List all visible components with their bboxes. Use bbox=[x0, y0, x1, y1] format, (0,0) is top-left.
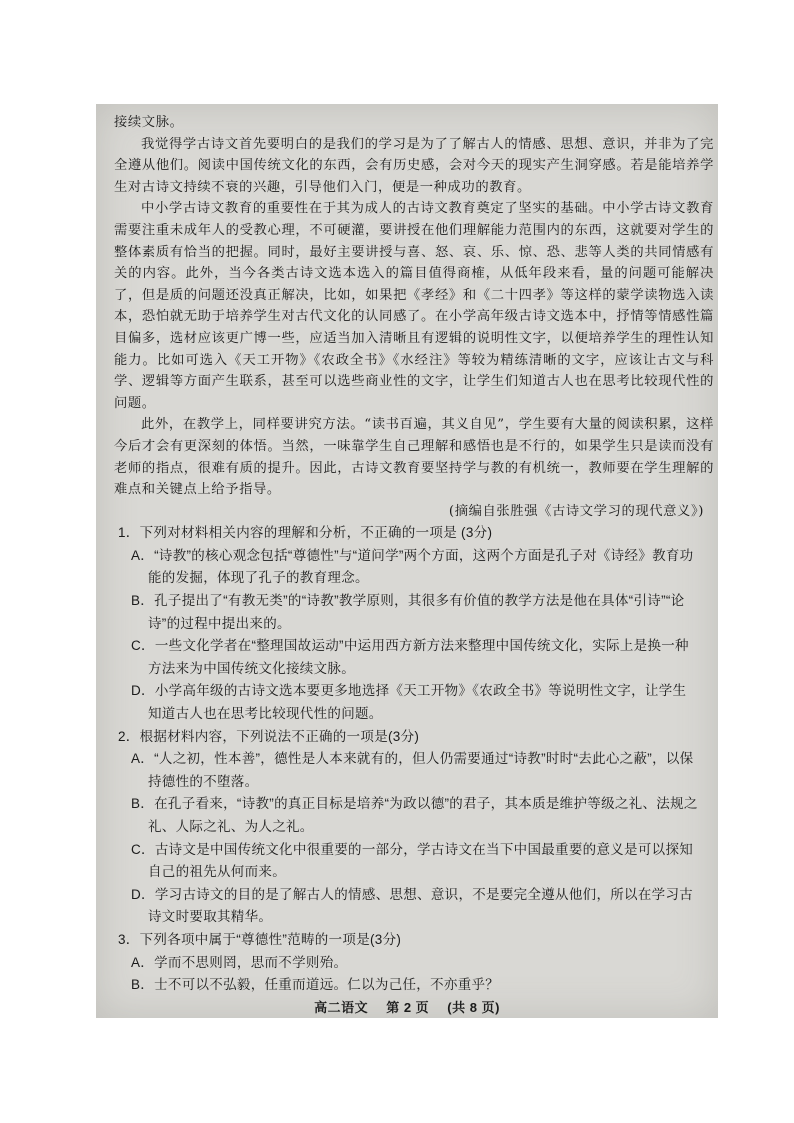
question-1-option-a: A．“诗教”的核心观念包括“尊德性”与“道问学”两个方面，这两个方面是孔子对《诗经》教育功能的发掘，体现了孔子的教育理念。 bbox=[131, 547, 694, 586]
question-2-stem: 2．根据材料内容，下列说法不正确的一项是(3分) bbox=[118, 728, 420, 744]
question-2 bbox=[114, 726, 714, 929]
question-2-option-a: A．“人之初，性本善”，德性是人本来就有的，但人仍需要通过“诗教”时时“去此心之蔽”，以保持德性的不堕落。 bbox=[131, 751, 694, 789]
question-1-option-c: C．一些文化学者在“整理国故运动”中运用西方新方法来整理中国传统文化，实际上是换一种方法来为中国传统文化接续文脉。 bbox=[131, 638, 689, 676]
passage-paragraph-3: 此外，在教学上，同样要讲究方法。“读书百遍，其义自见”，学生要有大量的阅读积累，这样今后才会有更深刻的体悟。当然，一味靠学生自己理解和感悟也是不行的，如果学生只是读而没有老师的指点，很难有质的提升。因此，古诗文教育要坚持学与教的有机统一，教师要在学生理解的难点和关键点上给予指导。 bbox=[114, 417, 714, 498]
question-2-option-b: B．在孔子看来，“诗教”的真正目标是培养“为政以德”的君子，其本质是维护等级之礼、法规之礼、人际之礼、为人之礼。 bbox=[131, 796, 698, 834]
question-1-option-d: D．小学高年级的古诗文选本要更多地选择《天工开物》《农政全书》等说明性文字，让学生知道古人也在思考比较现代性的问题。 bbox=[131, 683, 687, 722]
question-3 bbox=[114, 929, 714, 997]
question-3-stem: 3．下列各项中属于“尊德性”范畴的一项是(3分) bbox=[118, 931, 402, 947]
passage-fragment: 接续文脉。 bbox=[114, 115, 184, 130]
question-2-option-d: D．学习古诗文的目的是了解古人的情感、思想、意识，不是要完全遵从他们，所以在学习古诗文时要取其精华。 bbox=[131, 886, 694, 925]
footer-total-pages: (共 8 页) bbox=[447, 1000, 500, 1015]
question-1-stem: 1．下列对材料相关内容的理解和分析，不正确的一项是 (3分) bbox=[118, 525, 493, 541]
footer-subject: 高二语文 bbox=[314, 1000, 369, 1015]
exam-page bbox=[96, 104, 718, 1018]
question-1-option-b: B．孔子提出了“有教无类”的“诗教”教学原则，其很多有价值的教学方法是他在具体“引诗”“论诗”的过程中提出来的。 bbox=[131, 593, 685, 631]
passage-paragraph-2: 中小学古诗文教育的重要性在于其为成人的古诗文教育奠定了坚实的基础。中小学古诗文教育需要注重未成年人的受教心理，不可硬灌，要讲授在他们理解能力范围内的东西，这就要对学生的整体素质有恰当的把握。同时，最好主要讲授与喜、怒、哀、乐、惊、恐、悲等人类的共同情感有关的内容。此外，当今各类古诗文选本选入的篇目值得商榷，从低年段来看，量的问题可能解决了，但是质的问题还没真正解决，比如，如果把《孝经》和《二十四孝》等这样的蒙学读物选入读本，恐怕就无助于培养学生对古代文化的认同感了。在小学高年级古诗文选本中，抒情等情感性篇目偏多，选材应该更广博一些，应适当加入清晰且有逻辑的说明性文字，以便培养学生的理性认知能力。比如可选入《天工开物》《农政全书》《水经注》等较为精练清晰的文字，应该让古文与科学、逻辑等方面产生联系，甚至可以选些商业性的文字，让学生们知道古人也在思考比较现代性的问题。 bbox=[114, 201, 714, 411]
page-footer bbox=[96, 997, 718, 1016]
question-2-option-c: C．古诗文是中国传统文化中很重要的一部分，学古诗文在当下中国最重要的意义是可以探知自己的祖先从何而来。 bbox=[131, 841, 694, 880]
question-3-option-a: A．学而不思则罔，思而不学则殆。 bbox=[131, 954, 348, 970]
question-1 bbox=[114, 522, 714, 725]
page-content bbox=[114, 112, 714, 997]
passage-paragraph-1: 我觉得学古诗文首先要明白的是我们的学习是为了了解古人的情感、思想、意识，并非为了完全遵从他们。阅读中国传统文化的东西，会有历史感，会对今天的现实产生洞穿感。若是能培养学生对古诗文持续不衰的兴趣，引导他们入门，便是一种成功的教育。 bbox=[114, 136, 714, 195]
passage-source: (摘编自张胜强《古诗文学习的现代意义》) bbox=[448, 503, 704, 519]
question-3-option-b: B．士不可以不弘毅，任重而道远。仁以为己任，不亦重乎？ bbox=[131, 977, 500, 993]
footer-page-number: 第 2 页 bbox=[386, 1000, 430, 1015]
